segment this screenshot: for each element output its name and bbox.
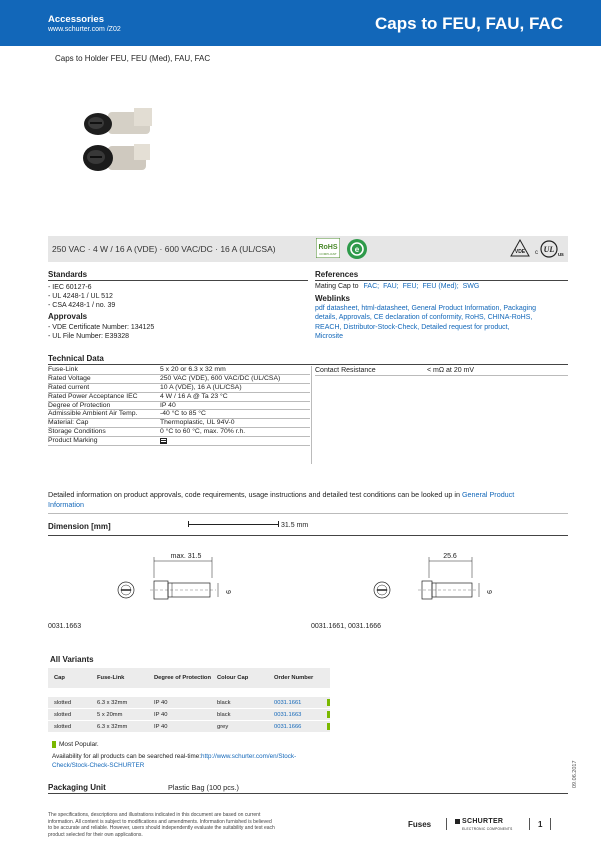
standards-list (48, 283, 115, 310)
dimension-drawing-1 (110, 548, 250, 618)
footer-separator (446, 818, 447, 830)
mating-label: Mating Cap to (315, 283, 359, 290)
standard-item: - IEC 60127-6 (48, 284, 92, 291)
schurter-mark-icon (455, 819, 460, 824)
ul-c: c (535, 250, 538, 256)
scale-bar (188, 524, 278, 525)
standard-item: - CSA 4248-1 / no. 39 (48, 302, 116, 309)
tech-label: Rated Voltage (48, 374, 91, 382)
tech-label: Product Marking (48, 437, 98, 445)
rohs-subtext: COMPLIANT (319, 252, 337, 256)
cell: IP 40 (154, 723, 168, 730)
tech-row (48, 428, 310, 437)
divider (48, 280, 308, 281)
ref-link-feu-med[interactable]: FEU (Med); (422, 283, 459, 290)
footer-section: Fuses (408, 820, 432, 829)
general-info-link[interactable]: General Product (461, 490, 515, 499)
header-bar (0, 0, 601, 46)
section-title: Accessories (48, 14, 104, 25)
scale-tick (278, 521, 279, 527)
cell: IP 40 (154, 711, 168, 718)
cell: IP 40 (154, 699, 168, 706)
general-info-link-2[interactable]: Information (48, 500, 84, 509)
tech-value: 5 x 20 or 6.3 x 32 mm (160, 366, 226, 373)
col-header: Fuse-Link (97, 675, 125, 681)
dimension-drawing-2 (366, 548, 506, 618)
weblinks-list[interactable] (315, 304, 536, 342)
product-photo (76, 100, 160, 190)
weblinks-heading: Weblinks (315, 294, 350, 303)
scale-tick (188, 521, 189, 527)
weblinks-line[interactable]: REACH, Distributor-Stock-Check, Detailed request for product, (315, 323, 510, 331)
legend-most-popular: Most Popular. (59, 741, 99, 748)
tech-label: Material: Cap (48, 419, 89, 427)
legend-marker (52, 741, 56, 748)
disclaimer (48, 812, 328, 838)
order-number-link[interactable]: 0031.1666 (274, 723, 302, 730)
brand-name: SCHURTER (462, 818, 504, 825)
col-header: Cap (54, 675, 65, 681)
cell: grey (217, 723, 229, 730)
col-header: Degree of Protection (154, 675, 212, 681)
tech-row (48, 410, 310, 419)
date-stamp: 09.06.2017 (572, 760, 578, 788)
scale-label: 31.5 mm (281, 522, 309, 529)
divider (48, 513, 568, 514)
tech-label: Fuse-Link (48, 366, 78, 373)
vde-logo (510, 239, 530, 257)
order-number-link[interactable]: 0031.1663 (274, 711, 302, 718)
approvals-heading: Approvals (48, 312, 88, 321)
diameter-label: 9 (224, 590, 231, 594)
col-header: Colour Cap (217, 675, 249, 681)
rohs-logo (316, 238, 340, 258)
drawing-caption-1: 0031.1663 (48, 623, 82, 630)
cell: black (217, 711, 231, 718)
most-popular-marker (327, 711, 330, 718)
divider (48, 535, 568, 536)
ref-link-fac[interactable]: FAC; (363, 283, 380, 290)
table-row (48, 709, 330, 720)
tech-row (48, 437, 310, 446)
tech-value: Thermoplastic, UL 94V-0 (160, 419, 235, 427)
ref-link-swg[interactable]: SWG (462, 283, 480, 290)
tech-row (48, 393, 310, 402)
contact-resistance-row (315, 367, 568, 376)
rating-band (48, 236, 568, 262)
recycle-icon (346, 238, 368, 260)
order-number-link[interactable]: 0031.1661 (274, 699, 302, 706)
references-heading: References (315, 270, 359, 279)
disclaimer-line: to be accurate and reliable. However, users should independently evaluate the suitability and test each (48, 825, 275, 832)
page-title: Caps to FEU, FAU, FAC (375, 14, 563, 33)
cell: slotted (54, 723, 72, 730)
tech-row (48, 384, 310, 393)
divider (315, 280, 568, 281)
brand-sub: ELECTRONIC COMPONENTS (462, 827, 513, 831)
technical-data-table (48, 366, 310, 446)
tech-label: Rated current (48, 383, 90, 391)
divider (48, 793, 568, 794)
vde-text: VDE (514, 249, 526, 255)
tech-value: 0 °C to 60 °C, max. 70% r.h. (160, 428, 246, 436)
diameter-label-2: 9 (485, 590, 492, 594)
weblinks-line[interactable]: pdf datasheet, html-datasheet, General Product Information, Packaging (315, 305, 537, 312)
approval-item: - VDE Certificate Number: 134125 (48, 324, 155, 331)
availability-note (52, 753, 327, 770)
approvals-list (48, 323, 154, 341)
references-line (315, 283, 479, 290)
page-number: 1 (538, 820, 543, 829)
drawing-caption-2: 0031.1661, 0031.1666 (311, 623, 382, 630)
header-url[interactable]: www.schurter.com /Z02 (48, 26, 121, 33)
standards-heading: Standards (48, 270, 88, 279)
tech-row (48, 375, 310, 384)
availability-text: Availability for all products can be searched real-time: (52, 753, 201, 760)
max-length-label: max. 31.5 (170, 553, 202, 560)
tech-label: Storage Conditions (48, 428, 106, 436)
dimension-heading: Dimension [mm] (48, 522, 111, 531)
tech-value: -40 °C to 85 °C (160, 410, 206, 418)
contact-value: < mΩ at 20 mV (427, 367, 475, 374)
ul-logo (534, 239, 566, 259)
tech-row (48, 419, 310, 428)
col-header: Order Number (274, 675, 314, 681)
info-text: Detailed information on product approvals, code requirements, usage instructions and detailed test conditions can be looked up in (48, 490, 460, 499)
ref-link-feu[interactable]: FEU; (402, 283, 419, 290)
stock-check-link[interactable]: http://www.schurter.com/en/Stock- (200, 753, 297, 760)
technical-data-heading: Technical Data (48, 354, 104, 363)
footer-separator (550, 818, 551, 830)
cell: 6.3 x 32mm (97, 699, 128, 706)
approval-item: - UL File Number: E39328 (48, 333, 130, 340)
product-subtitle: Caps to Holder FEU, FEU (Med), FAU, FAC (55, 54, 211, 63)
ref-link-fau[interactable]: FAU; (383, 283, 399, 290)
weblinks-line[interactable]: Microsite (315, 333, 344, 341)
tech-value: IP 40 (160, 401, 176, 409)
disclaimer-line: product selected for their own applications. (48, 831, 143, 838)
standard-item: - UL 4248-1 / UL 512 (48, 293, 113, 300)
variants-header-row (48, 668, 330, 688)
disclaimer-line: information. All content is subject to modifications and amendments. Information furnished is believed (48, 818, 272, 825)
variants-heading: All Variants (50, 655, 94, 664)
variants-table (48, 668, 330, 732)
svg-text:UL: UL (543, 245, 555, 254)
tech-value: 4 W / 16 A @ Ta 23 °C (160, 392, 228, 400)
ul-us: us (558, 252, 564, 258)
table-row (48, 721, 330, 732)
tech-row (48, 366, 310, 375)
cell: slotted (54, 711, 72, 718)
cell: slotted (54, 699, 72, 706)
packaging-value: Plastic Bag (100 pcs.) (168, 783, 239, 792)
svg-text:e: e (354, 245, 360, 254)
table-row (48, 697, 330, 708)
stock-check-link-2[interactable]: Check/Stock-Check-SCHURTER (52, 761, 145, 769)
footer-separator (529, 818, 530, 830)
info-paragraph (48, 490, 568, 510)
length-label: 25.6 (443, 553, 457, 560)
tech-label: Degree of Protection (48, 401, 111, 409)
cell: 5 x 20mm (97, 711, 123, 718)
divider (48, 364, 568, 365)
cell: 6.3 x 32mm (97, 723, 128, 730)
most-popular-marker (327, 699, 330, 706)
disclaimer-line: The specifications, descriptions and illustrations indicated in this document are based on current (48, 812, 261, 818)
product-marking-icon (160, 438, 167, 444)
most-popular-marker (327, 723, 330, 730)
rohs-text: RoHS (318, 244, 338, 251)
cell: black (217, 699, 231, 706)
column-divider (311, 366, 312, 464)
weblinks-line[interactable]: details, Approvals, CE declaration of conformity, RoHS, CHINA-RoHS, (315, 314, 533, 322)
packaging-heading: Packaging Unit (48, 783, 106, 792)
contact-label: Contact Resistance (315, 367, 376, 374)
tech-value: 250 VAC (VDE), 600 VAC/DC (UL/CSA) (160, 374, 281, 382)
rating-text: 250 VAC · 4 W / 16 A (VDE) · 600 VAC/DC · 16 A (UL/CSA) (52, 244, 276, 254)
tech-label: Rated Power Acceptance IEC (48, 392, 138, 400)
tech-label: Admissible Ambient Air Temp. (48, 410, 138, 418)
tech-value: 10 A (VDE), 16 A (UL/CSA) (160, 383, 242, 391)
